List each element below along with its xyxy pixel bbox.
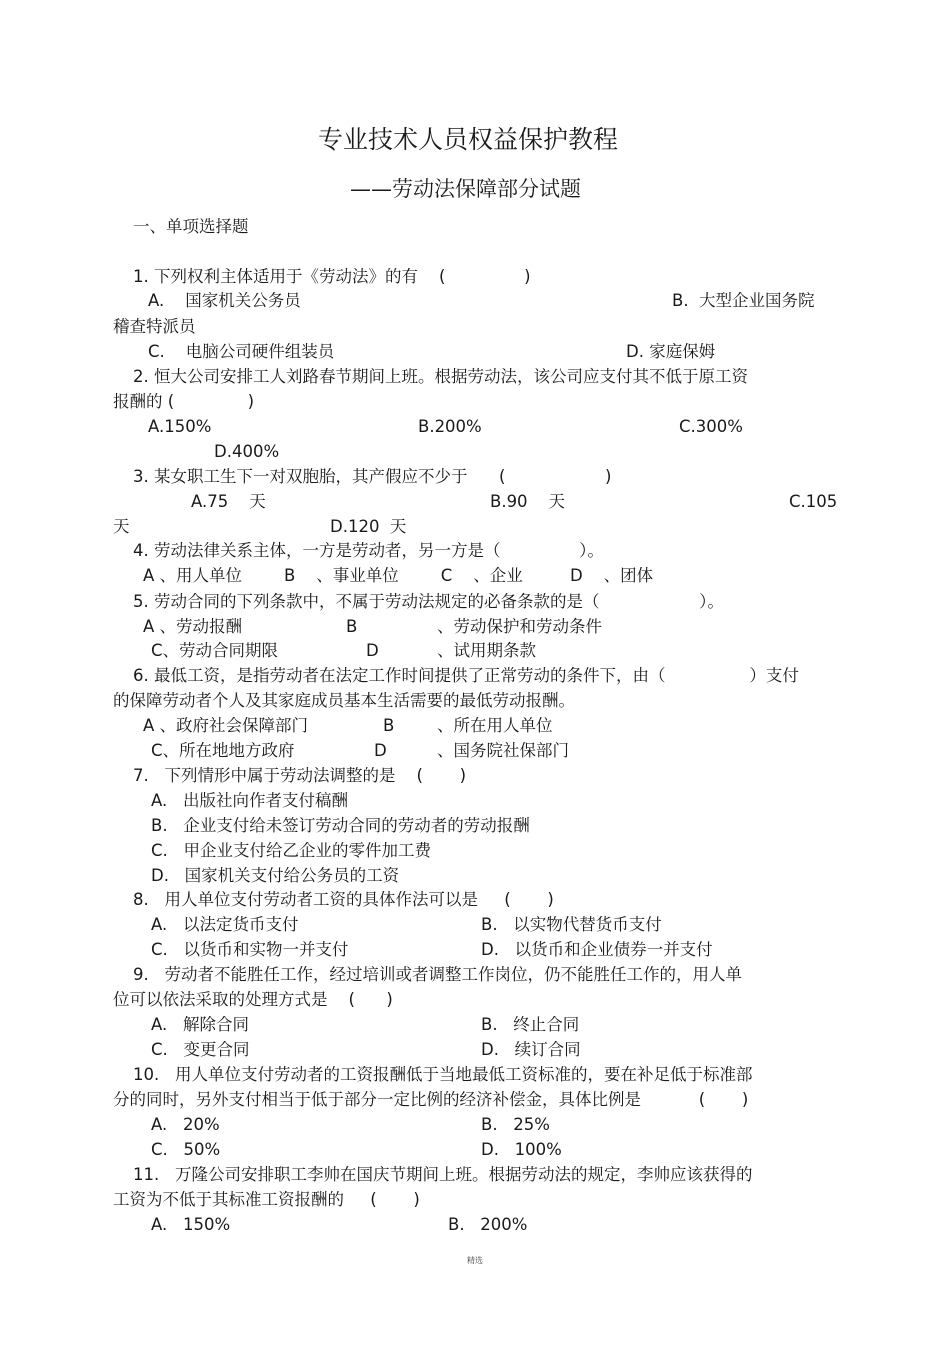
question-stem-continued: 报酬的 ( ) — [113, 392, 255, 411]
option-b: B. 企业支付给未签订劳动合同的劳动者的劳动报酬 — [151, 816, 530, 835]
question-stem-continued: 分的同时，另外支付相当于低于部分一定比例的经济补偿金，具体比例是 ( ) — [113, 1090, 749, 1109]
option-a: A. 20% — [151, 1115, 220, 1134]
option-b: B.200% — [418, 417, 482, 436]
option-b: B. 大型企业国务院 — [672, 291, 815, 310]
option-b: 、劳动保护和劳动条件 — [437, 617, 602, 636]
question-stem: 4. 劳动法律关系主体，一方是劳动者，另一方是（ ）。 — [133, 541, 604, 560]
option-c: C.300% — [679, 417, 743, 436]
option-a: A 、劳动报酬 — [143, 617, 243, 636]
option-d: D. 国家机关支付给公务员的工资 — [151, 866, 400, 885]
option-b: 、所在用人单位 — [437, 716, 553, 735]
question-stem: 1. 下列权利主体适用于《劳动法》的有 ( ) — [133, 267, 531, 286]
question-stem: 7. 下列情形中属于劳动法调整的是 ( ) — [133, 766, 467, 785]
option-d: D. 以货币和企业债券一并支付 — [481, 940, 713, 959]
option-b: B. 25% — [481, 1115, 550, 1134]
question-stem: 3. 某女职工生下一对双胞胎，其产假应不少于 ( ) — [133, 467, 612, 486]
options-line: A 、用人单位 B 、事业单位 C 、企业 D 、团体 — [143, 566, 654, 585]
option-a: A.75 天 — [191, 492, 266, 511]
question-stem: 9. 劳动者不能胜任工作，经过培训或者调整工作岗位，仍不能胜任工作的，用人单 — [133, 965, 742, 984]
document-title: 专业技术人员权益保护教程 — [318, 125, 619, 154]
question-stem-continued: 位可以依法采取的处理方式是 ( ) — [113, 990, 393, 1009]
option-d: D. 100% — [481, 1140, 562, 1159]
option-d-letter: D — [374, 741, 387, 760]
option-a: A. 出版社向作者支付稿酬 — [151, 791, 348, 810]
document-subtitle: ——劳动法保障部分试题 — [350, 177, 581, 201]
question-stem: 6. 最低工资，是指劳动者在法定工作时间提供了正常劳动的条件下，由（ ）支付 — [133, 666, 799, 685]
option-b-letter: B — [346, 617, 358, 636]
option-b-letter: B — [383, 716, 395, 735]
option-a: A. 国家机关公务员 — [148, 291, 301, 310]
option-c: C. 50% — [151, 1140, 221, 1159]
option-b: B. 200% — [448, 1215, 528, 1234]
option-b: B. 终止合同 — [481, 1015, 580, 1034]
option-c: C、劳动合同期限 — [151, 641, 279, 660]
option-d: D. 续订合同 — [481, 1040, 581, 1059]
question-stem-continued: 工资为不低于其标准工资报酬的 ( ) — [113, 1190, 420, 1209]
option-a: A. 150% — [151, 1215, 231, 1234]
question-stem: 2. 恒大公司安排工人刘路春节期间上班。根据劳动法，该公司应支付其不低于原工资 — [133, 367, 748, 386]
option-c: C. 甲企业支付给乙企业的零件加工费 — [151, 841, 432, 860]
section-heading: 一、单项选择题 — [133, 217, 249, 236]
question-stem: 10. 用人单位支付劳动者的工资报酬低于当地最低工资标准的，要在补足低于标准部 — [133, 1065, 753, 1084]
option-d: D. 家庭保姆 — [626, 342, 716, 361]
option-c: C. 变更合同 — [151, 1040, 250, 1059]
option-b-continued: 稽查特派员 — [113, 317, 196, 336]
page-footer: 精选 — [467, 1256, 483, 1265]
option-c: C.105 — [789, 492, 838, 511]
option-b: B. 以实物代替货币支付 — [481, 915, 662, 934]
option-d: D.120 天 — [330, 517, 407, 536]
option-d: 、国务院社保部门 — [437, 741, 569, 760]
option-c: C. 以货币和实物一并支付 — [151, 940, 349, 959]
option-d-letter: D — [366, 641, 379, 660]
option-a: A. 解除合同 — [151, 1015, 249, 1034]
option-a: A. 以法定货币支付 — [151, 915, 299, 934]
option-c-continued: 天 — [113, 517, 130, 536]
option-b: B.90 天 — [490, 492, 566, 511]
question-stem: 8. 用人单位支付劳动者工资的具体作法可以是 ( ) — [133, 890, 554, 909]
question-stem: 11. 万隆公司安排职工李帅在国庆节期间上班。根据劳动法的规定，李帅应该获得的 — [133, 1165, 753, 1184]
option-a: A.150% — [148, 417, 212, 436]
question-stem-continued: 的保障劳动者个人及其家庭成员基本生活需要的最低劳动报酬。 — [113, 691, 575, 710]
option-d: 、试用期条款 — [437, 641, 536, 660]
option-c: C、所在地地方政府 — [151, 741, 295, 760]
question-stem: 5. 劳动合同的下列条款中，不属于劳动法规定的必备条款的是（ ）。 — [133, 592, 724, 611]
option-a: A 、政府社会保障部门 — [143, 716, 309, 735]
option-d: D.400% — [214, 442, 280, 461]
option-c: C. 电脑公司硬件组装员 — [148, 342, 335, 361]
